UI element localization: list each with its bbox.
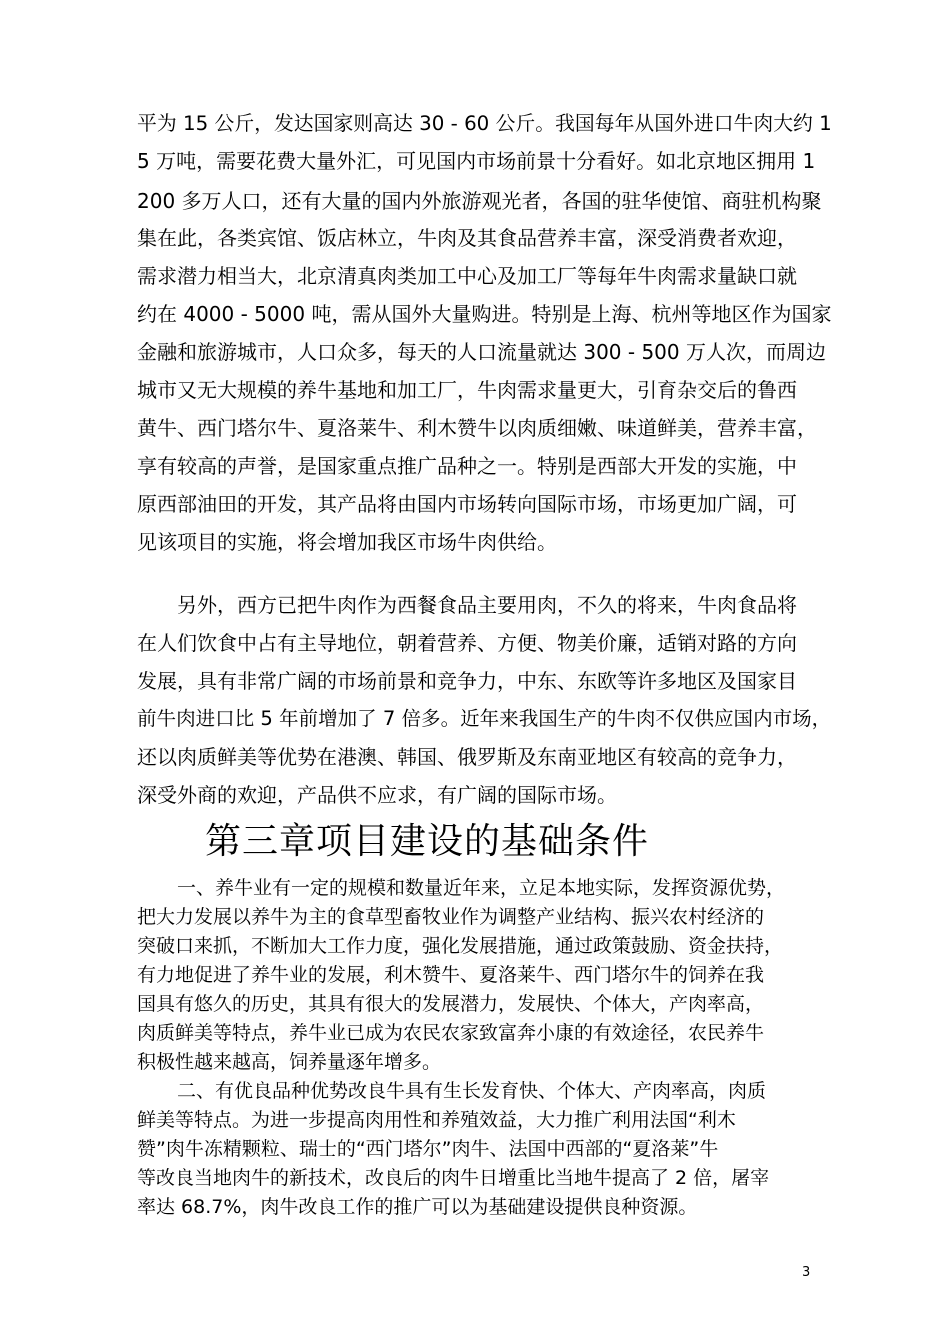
text-line: 率达 68.7%，肉牛改良工作的推广可以为基础建设提供良种资源。: [137, 1196, 698, 1218]
text-line: 黄牛、西门塔尔牛、夏洛莱牛、利木赞牛以肉质细嫩、味道鲜美，营养丰富，: [137, 416, 817, 440]
text-line: 突破口来抓，不断加大工作力度，强化发展措施，通过政策鼓励、资金扶持，: [137, 935, 784, 957]
text-line: 集在此，各类宾馆、饭店林立，牛肉及其食品营养丰富，深受消费者欢迎，: [137, 226, 797, 250]
text-line: 还以肉质鲜美等优势在港澳、韩国、俄罗斯及东南亚地区有较高的竞争力，: [137, 745, 797, 769]
text-line: 约在 4000 - 5000 吨，需从国外大量购进。特别是上海、杭州等地区作为国家: [137, 302, 832, 326]
text-line: 200 多万人口，还有大量的国内外旅游观光者，各国的驻华使馆、商驻机构聚: [137, 189, 822, 213]
text-line: 见该项目的实施，将会增加我区市场牛肉供给。: [137, 530, 557, 554]
text-line: 有力地促进了养牛业的发展，利木赞牛、夏洛莱牛、西门塔尔牛的饲养在我: [137, 964, 765, 986]
chapter-heading: 第三章项目建设的基础条件: [205, 821, 650, 862]
text-line: 赞”肉牛冻精颗粒、瑞士的“西门塔尔”肉牛、法国中西部的“夏洛莱”牛: [137, 1138, 719, 1160]
page-number: 3: [802, 1265, 811, 1280]
text-line: 享有较高的声誉，是国家重点推广品种之一。特别是西部大开发的实施，中: [137, 454, 797, 478]
text-line: 前牛肉进口比 5 年前增加了 7 倍多。近年来我国生产的牛肉不仅供应国内市场，: [137, 707, 832, 730]
text-line: 原西部油田的开发，其产品将由国内市场转向国际市场，市场更加广阔，可: [137, 492, 797, 516]
text-line: 等改良当地肉牛的新技术，改良后的肉牛日增重比当地牛提高了 2 倍，屠宰: [137, 1167, 770, 1189]
text-line: 鲜美等特点。为进一步提高肉用性和养殖效益，大力推广利用法国“利木: [137, 1109, 736, 1131]
text-line: 国具有悠久的历史，其具有很大的发展潜力，发展快、个体大，产肉率高，: [137, 993, 765, 1015]
text-line: 平为 15 公斤，发达国家则高达 30 - 60 公斤。我国每年从国外进口牛肉大约 1: [137, 112, 832, 135]
text-line: 金融和旅游城市，人口众多，每天的人口流量就达 300 - 500 万人次，而周边: [137, 340, 826, 364]
text-line: 深受外商的欢迎，产品供不应求，有广阔的国际市场。: [137, 783, 617, 807]
text-line: 肉质鲜美等特点，养牛业已成为农民农家致富奔小康的有效途径，农民养牛: [137, 1022, 765, 1044]
text-line: 城市又无大规模的养牛基地和加工厂，牛肉需求量更大，引育杂交后的鲁西: [137, 378, 797, 402]
text-line: 5 万吨，需要花费大量外汇，可见国内市场前景十分看好。如北京地区拥用 1: [137, 149, 816, 173]
text-line: 二、有优良品种优势改良牛具有生长发育快、个体大、产肉率高，肉质: [177, 1080, 767, 1102]
text-line: 另外，西方已把牛肉作为西餐食品主要用肉，不久的将来，牛肉食品将: [177, 593, 797, 617]
text-line: 一、养牛业有一定的规模和数量近年来，立足本地实际，发挥资源优势，: [177, 877, 786, 899]
text-line: 在人们饮食中占有主导地位，朝着营养、方便、物美价廉，适销对路的方向: [137, 631, 797, 655]
text-line: 发展，具有非常广阔的市场前景和竞争力，中东、东欧等许多地区及国家目: [137, 669, 797, 693]
text-line: 需求潜力相当大，北京清真肉类加工中心及加工厂等每年牛肉需求量缺口就: [137, 264, 797, 288]
text-line: 积极性越来越高，饲养量逐年增多。: [137, 1051, 442, 1073]
text-line: 把大力发展以养牛为主的食草型畜牧业作为调整产业结构、振兴农村经济的: [137, 906, 765, 928]
